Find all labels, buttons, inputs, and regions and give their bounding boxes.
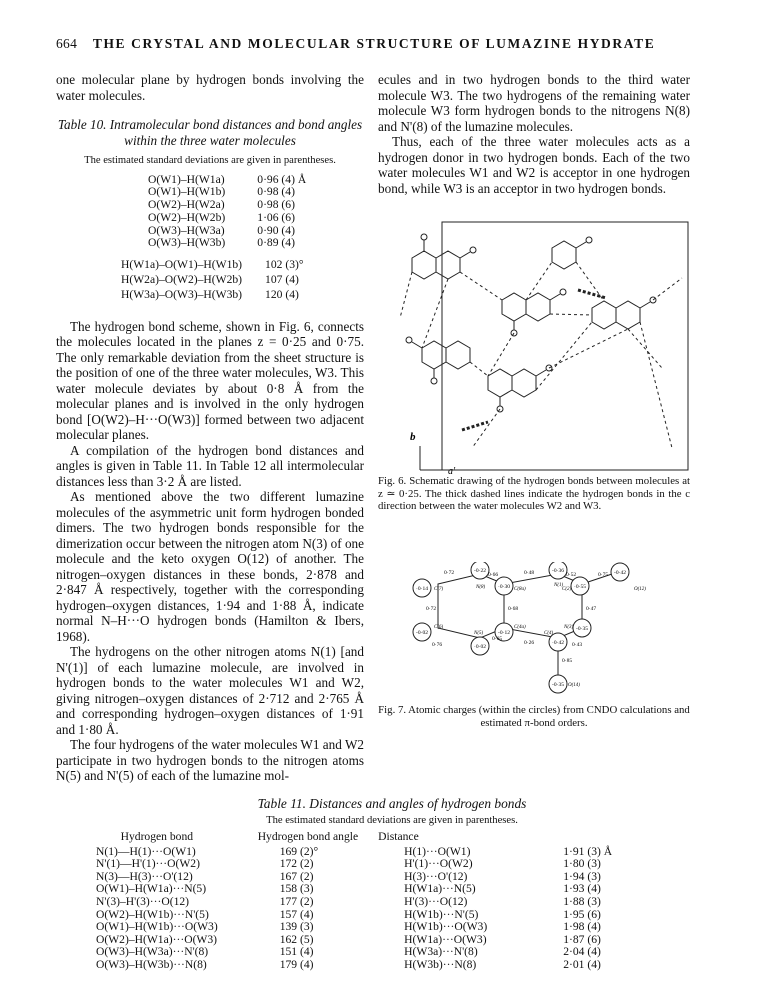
bond-label: O(W2)–H(W2a) — [148, 198, 225, 212]
running-header — [56, 36, 655, 52]
charge-label: -0·42 — [614, 570, 626, 576]
table-cell: N(1)—H(1)···O(W1) — [96, 844, 196, 858]
paragraph: The hydrogen bond scheme, shown in Fig. 6, connects the molecules located in the planes z = 0·25 and 0·75. The only remarkable deviation from the sheet structure is the position of one of the three water molecules, W3. This water molecule deviates by about 0·8 Å from the molecular planes and is involved in the only hydrogen bond [O(W2)–H···O(W3)] formed between two adjacent molecular planes. — [56, 318, 364, 443]
bond-label: O(W1)–H(W1a) — [148, 172, 225, 186]
bond-value: 0·90 (4) — [257, 223, 295, 237]
table-cell: 179 (4) — [279, 957, 314, 971]
table-cell: O(W3)–H(W3b)···N(8) — [96, 957, 207, 971]
table-cell: 169 (2)° — [279, 844, 319, 858]
table-row — [96, 959, 612, 972]
atom-label: O(14) — [568, 683, 580, 688]
table-cell: 157 (4) — [279, 907, 314, 921]
table-cell: 2·01 (4) — [563, 957, 601, 971]
bond-order-label: 0·85 — [562, 658, 573, 664]
bond-value: 0·89 (4) — [257, 236, 295, 250]
angle-label: H(W1a)–O(W1)–H(W1b) — [121, 258, 243, 272]
table-cell: 177 (2) — [279, 894, 314, 908]
figure-6-hydrogen-bond-drawing — [392, 218, 692, 480]
table-cell: H(W3b)···N(8) — [404, 957, 477, 971]
table10-caption: Table 10. Intramolecular bond distances and bond angles within the three water molecules — [57, 117, 363, 148]
bond-order-label: 0·75 — [598, 572, 609, 578]
lumazine-molecule — [406, 337, 470, 384]
angle-value: 107 (4) — [265, 273, 299, 287]
table-cell: 158 (3) — [279, 882, 314, 896]
table-cell: O(W2)–H(W1b)···N'(5) — [96, 907, 209, 921]
table-row — [148, 212, 306, 225]
bond-order-label: 0·65 — [492, 636, 503, 642]
column-header — [487, 831, 612, 846]
charge-label: -0·35 — [552, 682, 564, 688]
lumazine-molecule — [488, 365, 552, 412]
table-cell: O(W1)–H(W1b)···O(W3) — [96, 920, 218, 934]
paragraph: The four hydrogens of the water molecules W1 and W2 participate in two hydrogen bonds to the nitrogen atoms N(5) and N'(5) of each of the lumazine mol- — [56, 737, 364, 784]
atom-label: O(12) — [634, 587, 646, 592]
bond-label: O(W3)–H(W3a) — [148, 223, 225, 237]
table-cell: O(W3)–H(W3a)···N'(8) — [96, 945, 209, 959]
page-title: THE CRYSTAL AND MOLECULAR STRUCTURE OF LUMAZINE HYDRATE — [92, 36, 656, 51]
paragraph: ecules and in two hydrogen bonds to the third water molecule W3. The two hydrogens of the remaining water molecule W3 form hydrogen bonds to the nitrogens N(8) and N'(8) of the lumazine molecules. — [378, 72, 690, 134]
atom-label: C(8a) — [514, 587, 526, 592]
bond-value: 1·06 (6) — [257, 210, 295, 224]
column-header: Hydrogen bond — [120, 830, 194, 843]
bond-value: 0·96 (4) Å — [257, 172, 307, 186]
table-row — [148, 237, 306, 250]
bond-order-label: 0·43 — [572, 642, 583, 648]
bond-value: 0·98 (4) — [257, 185, 295, 199]
table11-note: The estimated standard deviations are given in parentheses. — [266, 815, 518, 826]
page-number: 664 — [56, 36, 78, 51]
table-cell: 1·98 (4) — [563, 920, 601, 934]
table-cell: 1·94 (3) — [563, 869, 601, 883]
table-cell: H'(3)···O(12) — [404, 894, 468, 908]
axis-a-label: a' — [448, 466, 456, 477]
bond-order-label: 0·72 — [444, 570, 455, 576]
bond-value: 0·98 (6) — [257, 198, 295, 212]
bond-order-label: 0·68 — [508, 606, 519, 612]
charge-label: -0·35 — [576, 626, 588, 632]
charge-label: ·0·14 — [416, 586, 428, 592]
bond-order-label: 0·72 — [426, 606, 437, 612]
charge-label: -0·12 — [498, 630, 510, 636]
unit-cell-box — [442, 222, 688, 470]
lumazine-molecule — [552, 237, 656, 329]
table-row — [96, 896, 612, 909]
charge-label: ·0·55 — [574, 584, 586, 590]
paragraph: Thus, each of the three water molecules acts as a hydrogen donor in two hydrogen bonds. Each of the two water molecules W1 and W2 is acceptor in one hydrogen bond, while W3 is an acceptor in two hydrogen bonds. — [378, 134, 690, 196]
bond-order-label: 0·66 — [488, 572, 499, 578]
atom-label: C(4a) — [514, 625, 526, 630]
charge-label: ·0·42 — [552, 640, 564, 646]
table-cell: 1·88 (3) — [563, 894, 601, 908]
table-row — [120, 273, 305, 288]
table-cell: H(W1a)···N(5) — [404, 882, 476, 896]
atom-label: C(4) — [544, 631, 554, 636]
atom-label: C(6) — [434, 625, 444, 630]
right-column — [378, 72, 690, 196]
table-cell: 1·80 (3) — [563, 857, 601, 871]
table11-caption: Table 11. Distances and angles of hydrogen bonds — [257, 796, 527, 811]
angle-label: H(W2a)–O(W2)–H(W2b) — [121, 273, 243, 287]
atom-label: N(8) — [476, 585, 486, 590]
table-cell: H'(1)···O(W2) — [404, 857, 473, 871]
table-row — [148, 199, 306, 212]
charge-label: -0·36 — [552, 568, 564, 574]
table-cell: 1·95 (6) — [563, 907, 601, 921]
table-cell: N(3)—H(3)···O'(12) — [96, 869, 193, 883]
table10-angles — [120, 258, 305, 302]
bond-order-label: 0·48 — [524, 570, 535, 576]
paragraph: A compilation of the hydrogen bond distances and angles is given in Table 11. In Table 12 all intermolecular distances less than 3·2 Å are listed. — [56, 442, 364, 489]
table-cell: H(W3a)···N'(8) — [404, 945, 478, 959]
table-row — [96, 858, 612, 871]
table-cell: 1·93 (4) — [563, 882, 601, 896]
angle-label: H(W3a)–O(W3)–H(W3b) — [121, 287, 243, 301]
table-row — [120, 288, 305, 303]
atom-label: C(7) — [434, 587, 444, 592]
table-cell: 1·91 (3) Å — [563, 844, 613, 858]
table-cell: H(1)···O(W1) — [404, 844, 471, 858]
table-cell: H(W1b)···O(W3) — [404, 920, 488, 934]
atom-label: N(5) — [474, 631, 484, 636]
atom-label: N(1) — [554, 583, 564, 588]
charge-label: -0·02 — [416, 630, 428, 636]
table-cell: N'(1)—H'(1)···O(W2) — [96, 857, 200, 871]
charge-label: ·0·02 — [474, 644, 486, 650]
table-cell: 1·87 (6) — [563, 932, 601, 946]
table-cell: 139 (3) — [279, 920, 314, 934]
lumazine-molecule — [502, 289, 566, 336]
table-cell: 172 (2) — [279, 857, 314, 871]
bond-order-label: 0·47 — [586, 606, 597, 612]
atom-label: C(2) — [562, 587, 572, 592]
table-cell: 151 (4) — [279, 945, 314, 959]
atom-label: N(3) — [564, 625, 574, 630]
bond-order-label: 0·26 — [524, 640, 535, 646]
bond-label: O(W2)–H(W2b) — [148, 210, 226, 224]
charge-label: -0·22 — [474, 568, 486, 574]
bond-order-label: 0·52 — [566, 572, 577, 578]
table-row — [96, 921, 612, 934]
column-header: Hydrogen bond angle — [257, 830, 359, 843]
charge-label: ·0·30 — [498, 584, 510, 590]
table-cell: O(W1)–H(W1a)···N(5) — [96, 882, 207, 896]
bond-order-label: 0·76 — [432, 642, 443, 648]
figure-6-caption: Fig. 6. Schematic drawing of the hydrogen bonds between molecules at z ≃ 0·25. The thick dashed lines indicate the hydrogen bonds in the c direction between the water molecules W2 and W3. — [378, 475, 690, 512]
lumazine-molecule — [412, 234, 476, 279]
column-header: Distance — [378, 830, 419, 843]
bond-label: O(W1)–H(W1b) — [148, 185, 226, 199]
table11 — [96, 831, 612, 972]
figure-7-caption: Fig. 7. Atomic charges (within the circles) from CNDO calculations and estimated π-bond orders. — [378, 704, 690, 729]
table10-note: The estimated standard deviations are given in parentheses. — [84, 155, 336, 166]
bond-label: O(W3)–H(W3b) — [148, 236, 226, 250]
paragraph: one molecular plane by hydrogen bonds involving the water molecules. — [56, 72, 364, 103]
axis-b-label: b — [410, 431, 416, 443]
left-column — [56, 72, 364, 784]
table-cell: H(3)···O'(12) — [404, 869, 468, 883]
table10-distances — [148, 174, 306, 251]
table-cell: H(W1a)···O(W3) — [404, 932, 487, 946]
table-cell: O(W2)–H(W1a)···O(W3) — [96, 932, 218, 946]
paragraph: The hydrogens on the other nitrogen atoms N(1) [and N'(1)] of each lumazine molecule, are involved in hydrogen bonds to the water molecules W1 and W2, giving nitrogen–oxygen distances of 2·712 and 2·765 Å and corresponding hydrogen–oxygen distances of 1·91 and 1·80 Å. — [56, 644, 364, 737]
table-cell: 162 (5) — [279, 932, 314, 946]
table-cell: 167 (2) — [279, 869, 314, 883]
table-row — [120, 258, 305, 273]
table-cell: N'(3)–H'(3)···O(12) — [96, 894, 190, 908]
figure-7-atomic-charges-diagram — [408, 562, 688, 702]
table-cell: 2·04 (4) — [563, 945, 601, 959]
angle-value: 102 (3)° — [265, 258, 304, 272]
paragraph: As mentioned above the two different lumazine molecules of the asymmetric unit form hydrogen bonded dimers. The two hydrogen bonds responsible for the dimerization occur between the nitrogen atom N(3) of one molecule and the keto oxygen O(12) of another. The nitrogen–oxygen distances in these bonds, 2·878 and 2·847 Å respectively, together with the corresponding hydrogen–oxygen distances, 1·94 and 1·88 Å, indicate normal N–H···O hydrogen bonds (Hamilton & Ibers, 1968). — [56, 489, 364, 644]
angle-value: 120 (4) — [265, 287, 299, 301]
table-cell: H(W1b)···N'(5) — [404, 907, 479, 921]
